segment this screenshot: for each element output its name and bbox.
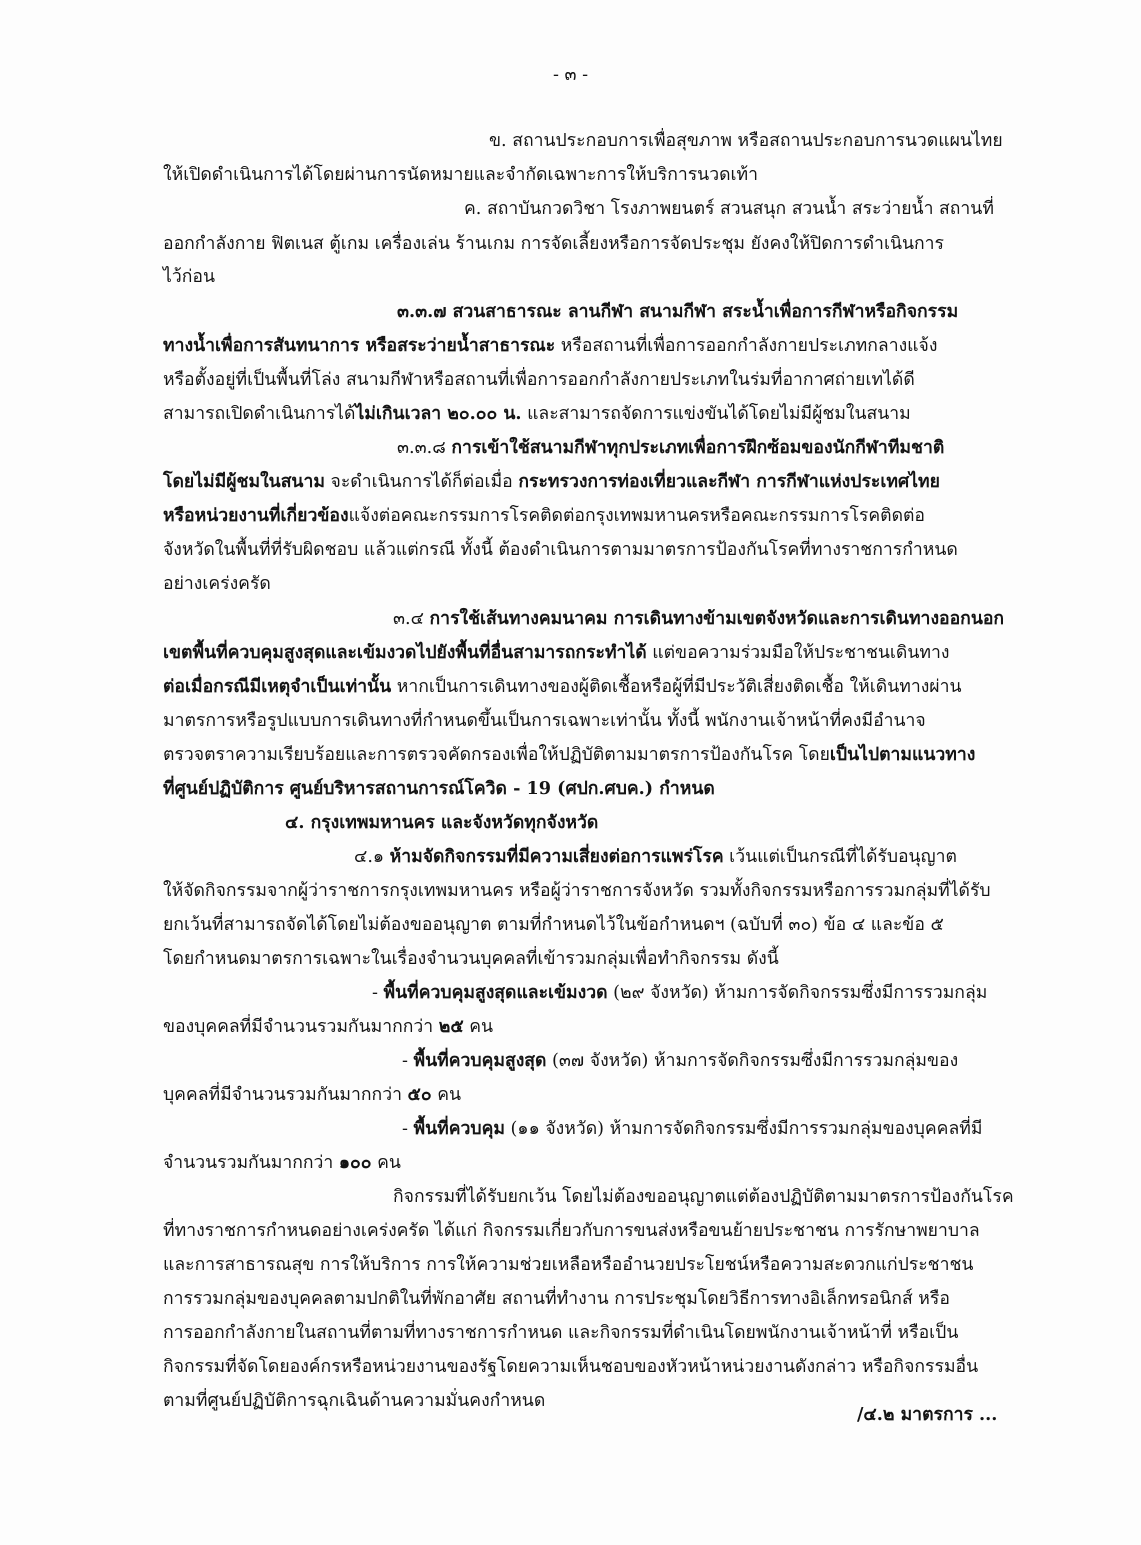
- text-line: [163, 1010, 493, 1044]
- text-segment: การรวมกลุ่มของบุคคลตามปกติในที่พักอาศัย สถานที่ทำงาน การประชุมโดยวิธีการทางอิเล็กทรอนิกส์ หรือ: [163, 1289, 950, 1309]
- text-segment: -: [402, 1051, 414, 1071]
- bold-text: เขตพื้นที่ควบคุมสูงสุดและเข้มงวดไปยังพื้นที่อื่นสามารถกระทำได้: [163, 642, 647, 663]
- text-line: [402, 1044, 958, 1078]
- text-segment: ๓.๓.๘: [397, 438, 452, 458]
- text-line: [372, 976, 987, 1010]
- text-line: [489, 124, 1003, 158]
- bold-text: พื้นที่ควบคุม: [413, 1118, 505, 1139]
- text-line: [163, 1146, 401, 1180]
- text-line: [402, 1112, 982, 1146]
- text-line: [163, 227, 944, 261]
- text-segment: และสามารถจัดการแข่งขันได้โดยไม่มีผู้ชมในสนาม: [521, 404, 911, 424]
- text-segment: ที่ทางราชการกำหนดอย่างเคร่งครัด ได้แก่ กิจกรรมเกี่ยวกับการขนส่งหรือขนย้ายประชาชน การรักษาพยาบาล: [163, 1221, 980, 1241]
- text-line: [354, 840, 957, 874]
- text-segment: จำนวนรวมกันมากกว่า: [163, 1153, 339, 1173]
- text-line: [163, 738, 975, 772]
- text-segment: (๓๗ จังหวัด) ห้ามการจัดกิจกรรมซึ่งมีการรวมกลุ่มของ: [546, 1051, 959, 1071]
- bold-text: การเข้าใช้สนามกีฬาทุกประเภทเพื่อการฝึกซ้อมของนักกีฬาทีมชาติ: [451, 437, 945, 458]
- text-line: [163, 1282, 950, 1316]
- text-segment: ตรวจตราความเรียบร้อยและการตรวจคัดกรองเพื่อให้ปฏิบัติตามมาตรการป้องกันโรค โดย: [163, 745, 830, 765]
- bold-text: ๒๕: [438, 1016, 464, 1037]
- text-line: [163, 567, 271, 601]
- bold-text: โดยไม่มีผู้ชมในสนาม: [163, 471, 325, 492]
- text-segment: การออกกำลังกายในสถานที่ตามที่ทางราชการกำหนด และกิจกรรมที่ดำเนินโดยพนักงานเจ้าหน้าที่ หรือเป็น: [163, 1323, 959, 1343]
- text-line: [163, 670, 962, 704]
- text-segment: และการสาธารณสุข การให้บริการ การให้ความช่วยเหลือหรืออำนวยประโยชน์หรือความสะดวกแก่ประชาชน: [163, 1255, 974, 1275]
- bold-text: ห้ามจัดกิจกรรมที่มีความเสี่ยงต่อการแพร่โรค: [389, 846, 724, 867]
- text-line: [163, 465, 940, 499]
- text-segment: มาตรการหรือรูปแบบการเดินทางที่กำหนดขึ้นเป็นการเฉพาะเท่านั้น ทั้งนี้ พนักงานเจ้าหน้าที่คงมีอำนาจ: [163, 711, 926, 731]
- text-segment: ไว้ก่อน: [163, 267, 215, 287]
- text-segment: แต่ขอความร่วมมือให้ประชาชนเดินทาง: [646, 643, 950, 663]
- text-line: [163, 772, 715, 806]
- bold-text: ทางน้ำเพื่อการสันทนาการ หรือสระว่ายน้ำสาธารณะ: [163, 335, 556, 356]
- text-line: [163, 1350, 978, 1384]
- text-segment: ข. สถานประกอบการเพื่อสุขภาพ หรือสถานประกอบการนวดแผนไทย: [489, 131, 1003, 151]
- text-line: [163, 260, 215, 294]
- text-segment: หรือตั้งอยู่ที่เป็นพื้นที่โล่ง สนามกีฬาหรือสถานที่เพื่อการออกกำลังกายประเภทในร่มที่อากาศถ่ายเทได้ดี: [163, 370, 915, 390]
- text-line: [393, 602, 1004, 636]
- text-line: [397, 295, 958, 329]
- text-line: [163, 636, 949, 670]
- bold-text: การใช้เส้นทางคมนาคม การเดินทางข้ามเขตจังหวัดและการเดินทางออกนอก: [429, 608, 1005, 629]
- text-line: [163, 1078, 461, 1112]
- text-segment: สามารถเปิดดำเนินการได้: [163, 404, 356, 424]
- text-segment: ให้เปิดดำเนินการได้โดยผ่านการนัดหมายและจำกัดเฉพาะการให้บริการนวดเท้า: [163, 165, 758, 185]
- text-segment: ค. สถาบันกวดวิชา โรงภาพยนตร์ สวนสนุก สวนน้ำ สระว่ายน้ำ สถานที่: [464, 199, 994, 219]
- text-line: [163, 1214, 980, 1248]
- text-segment: หรือสถานที่เพื่อการออกกำลังกายประเภทกลางแจ้ง: [555, 336, 938, 356]
- bold-text: ไม่เกินเวลา ๒๐.๐๐ น.: [355, 403, 522, 424]
- text-segment: คน: [431, 1085, 461, 1105]
- bold-text: ๕๐: [407, 1084, 432, 1105]
- bold-text: พื้นที่ควบคุมสูงสุด: [413, 1050, 547, 1071]
- text-line: [163, 363, 915, 397]
- text-segment: บุคคลที่มีจำนวนรวมกันมากกว่า: [163, 1085, 408, 1105]
- text-segment: (๒๙ จังหวัด) ห้ามการจัดกิจกรรมซึ่งมีการรวมกลุ่ม: [607, 983, 988, 1003]
- text-line: [163, 158, 758, 192]
- text-segment: โดยกำหนดมาตรการเฉพาะในเรื่องจำนวนบุคคลที่เข้ารวมกลุ่มเพื่อทำกิจกรรม ดังนี้: [163, 949, 779, 969]
- bold-text: ๓.๓.๗ สวนสาธารณะ ลานกีฬา สนามกีฬา สระน้ำเพื่อการกีฬาหรือกิจกรรม: [397, 301, 959, 322]
- text-segment: คน: [463, 1017, 494, 1037]
- text-line: [163, 1384, 545, 1418]
- text-segment: คน: [371, 1153, 401, 1173]
- text-segment: กิจกรรมที่จัดโดยองค์กรหรือหน่วยงานของรัฐโดยความเห็นชอบของหัวหน้าหน่วยงานดังกล่าว หรือกิจกรรมอื่น: [163, 1357, 979, 1377]
- text-line: [393, 1180, 1014, 1214]
- text-segment: ให้จัดกิจกรรมจากผู้ว่าราชการกรุงเทพมหานคร หรือผู้ว่าราชการจังหวัด รวมทั้งกิจกรรมหรือการรวมกลุ่มที่ได้รับ: [163, 881, 991, 901]
- text-line: [163, 704, 926, 738]
- text-segment: ตามที่ศูนย์ปฏิบัติการฉุกเฉินด้านความมั่นคงกำหนด: [163, 1391, 546, 1411]
- text-segment: เว้นแต่เป็นกรณีที่ได้รับอนุญาต: [723, 847, 957, 867]
- text-line: [163, 533, 958, 567]
- text-segment: กิจกรรมที่ได้รับยกเว้น โดยไม่ต้องขออนุญาตแต่ต้องปฏิบัติตามมาตรการป้องกันโรค: [393, 1187, 1014, 1207]
- bold-text: พื้นที่ควบคุมสูงสุดและเข้มงวด: [383, 982, 608, 1003]
- continuation-note: /๔.๒ มาตรการ ...: [857, 1404, 998, 1425]
- text-line: [163, 874, 991, 908]
- text-segment: หากเป็นการเดินทางของผู้ติดเชื้อหรือผู้ที่มีประวัติเสี่ยงติดเชื้อ ให้เดินทางผ่าน: [391, 677, 962, 697]
- text-segment: ยกเว้นที่สามารถจัดได้โดยไม่ต้องขออนุญาต ตามที่กำหนดไว้ในข้อกำหนดฯ (ฉบับที่ ๓๐) ข้อ ๔ และข้อ ๕: [163, 915, 944, 935]
- text-segment: -: [372, 983, 384, 1003]
- bold-text: ๑๐๐: [338, 1152, 372, 1173]
- text-segment: (๑๑ จังหวัด) ห้ามการจัดกิจกรรมซึ่งมีการรวมกลุ่มของบุคคลที่มี: [504, 1119, 983, 1139]
- text-segment: ของบุคคลที่มีจำนวนรวมกันมากกว่า: [163, 1017, 439, 1037]
- bold-text: เป็นไปตามแนวทาง: [829, 744, 976, 765]
- text-line: [163, 942, 779, 976]
- text-line: [163, 908, 944, 942]
- text-segment: -: [402, 1119, 414, 1139]
- bold-text: ที่ศูนย์ปฏิบัติการ ศูนย์บริหารสถานการณ์โควิด - 19 (ศปก.ศบค.) กำหนด: [163, 778, 715, 799]
- text-segment: ๔.๑: [354, 847, 390, 867]
- text-line: [163, 499, 925, 533]
- bold-text: ๔. กรุงเทพมหานคร และจังหวัดทุกจังหวัด: [285, 812, 599, 833]
- text-segment: ๓.๔: [393, 609, 430, 629]
- text-line: [464, 192, 994, 226]
- text-segment: ออกกำลังกาย ฟิตเนส ตู้เกม เครื่องเล่น ร้านเกม การจัดเลี้ยงหรือการจัดประชุม ยังคงให้ปิดการดำเนินการ: [163, 234, 944, 254]
- text-segment: อย่างเคร่งครัด: [163, 574, 271, 594]
- text-line: [397, 431, 944, 465]
- bold-text: กระทรวงการท่องเที่ยวและกีฬา การกีฬาแห่งประเทศไทย: [518, 471, 940, 492]
- text-segment: จังหวัดในพื้นที่ที่รับผิดชอบ แล้วแต่กรณี ทั้งนี้ ต้องดำเนินการตามมาตรการป้องกันโรคที่ทางราชการกำหนด: [163, 540, 958, 560]
- text-line: [163, 397, 911, 431]
- text-line: [163, 329, 937, 363]
- bold-text: หรือหน่วยงานที่เกี่ยวข้อง: [163, 505, 349, 526]
- text-segment: แจ้งต่อคณะกรรมการโรคติดต่อกรุงเทพมหานครหรือคณะกรรมการโรคติดต่อ: [348, 506, 925, 526]
- text-line: [163, 1316, 958, 1350]
- page-number: - ๓ -: [552, 65, 589, 85]
- text-line: [285, 806, 598, 840]
- bold-text: ต่อเมื่อกรณีมีเหตุจำเป็นเท่านั้น: [163, 676, 392, 697]
- text-line: [163, 1248, 973, 1282]
- text-segment: จะดำเนินการได้ก็ต่อเมื่อ: [324, 472, 519, 492]
